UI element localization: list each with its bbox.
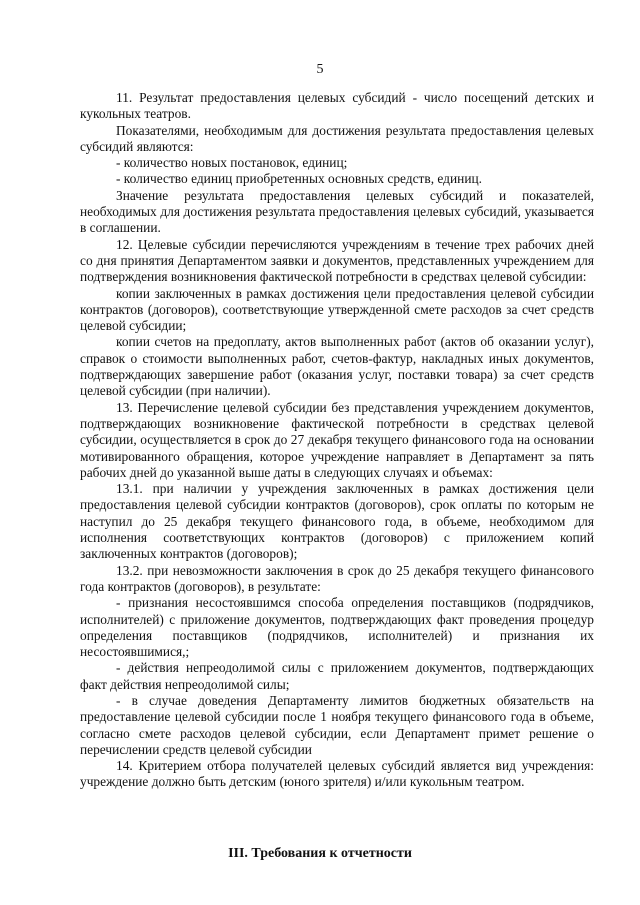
paragraph-invoice-copies: копии счетов на предоплату, актов выполненных работ (актов об оказании услуг), справок о стоимости выполненных работ, счетов-фактур, накладных иных документов, подтверждающих завершение работ (оказания услуг, поставки товара) за счет средств целевой субсидии (при наличии).: [80, 334, 594, 399]
paragraph-contract-copies: копии заключенных в рамках достижения цели предоставления целевой субсидии контрактов (договоров), соответствующие утвержденной смете расходов за счет средств целевой субсидии;: [80, 285, 594, 334]
paragraph-12: 12. Целевые субсидии перечисляются учреждениям в течение трех рабочих дней со дня принятия Департаментом заявки и документов, представленных учреждением для подтверждения возникновения фактической потребности в средствах целевой субсидии:: [80, 236, 594, 285]
list-item-budget-limits: - в случае доведения Департаменту лимитов бюджетных обязательств на предоставление целевой субсидии после 1 ноября текущего финансового года в объеме, согласно смете расходов целевой субсидии, если Департамент примет решение о перечислении средств целевой субсидии: [80, 692, 594, 757]
list-item-force-majeure: - действия непреодолимой силы с приложением документов, подтверждающих факт действия непреодолимой силы;: [80, 660, 594, 692]
paragraph-14: 14. Критерием отбора получателей целевых субсидий является вид учреждения: учреждение должно быть детским (юного зрителя) и/или кукольным театром.: [80, 758, 594, 790]
list-item-new-productions: - количество новых постановок, единиц;: [116, 155, 348, 171]
paragraph-13-2: 13.2. при невозможности заключения в срок до 25 декабря текущего финансового года контрактов (договоров), в результате:: [80, 562, 594, 594]
page-number: 5: [316, 62, 324, 77]
paragraph-13: 13. Перечисление целевой субсидии без представления учреждением документов, подтверждающих возникновение фактической потребности в средствах целевой субсидии, осуществляется в срок до 27 декабря текущего финансового года на основании мотивированного обращения, которое учреждение направляет в Департамент за пять рабочих дней до указанной выше даты в следующих случаях и объемах:: [80, 399, 594, 480]
document-body: [80, 90, 594, 791]
paragraph-indicators-intro: Показателями, необходимым для достижения результата предоставления целевых субсидий являются:: [80, 122, 594, 154]
paragraph-11: 11. Результат предоставления целевых субсидий - число посещений детских и кукольных театров.: [80, 90, 594, 122]
section-heading: III. Требования к отчетности: [228, 846, 412, 861]
paragraph-13-1: 13.1. при наличии у учреждения заключенных в рамках достижения цели предоставления целевой субсидии контрактов (договоров), срок оплаты по которым не наступил до 25 декабря текущего финансового года, в объеме, необходимом для исполнения соответствующих контрактов (договоров) с приложением копий заключенных контрактов (договоров);: [80, 481, 594, 562]
list-item-failed-procedure: - признания несостоявшимся способа определения поставщиков (подрядчиков, исполнителей) с приложение документов, подтверждающих факт проведения процедур определения поставщиков (подрядчиков, исполнителей) и признания их несостоявшимися,;: [80, 595, 594, 660]
paragraph-result-value: Значение результата предоставления целевых субсидий и показателей, необходимых для достижения результата предоставления целевых субсидий, указывается в соглашении.: [80, 187, 594, 236]
list-item-fixed-assets: - количество единиц приобретенных основных средств, единиц.: [116, 171, 482, 187]
